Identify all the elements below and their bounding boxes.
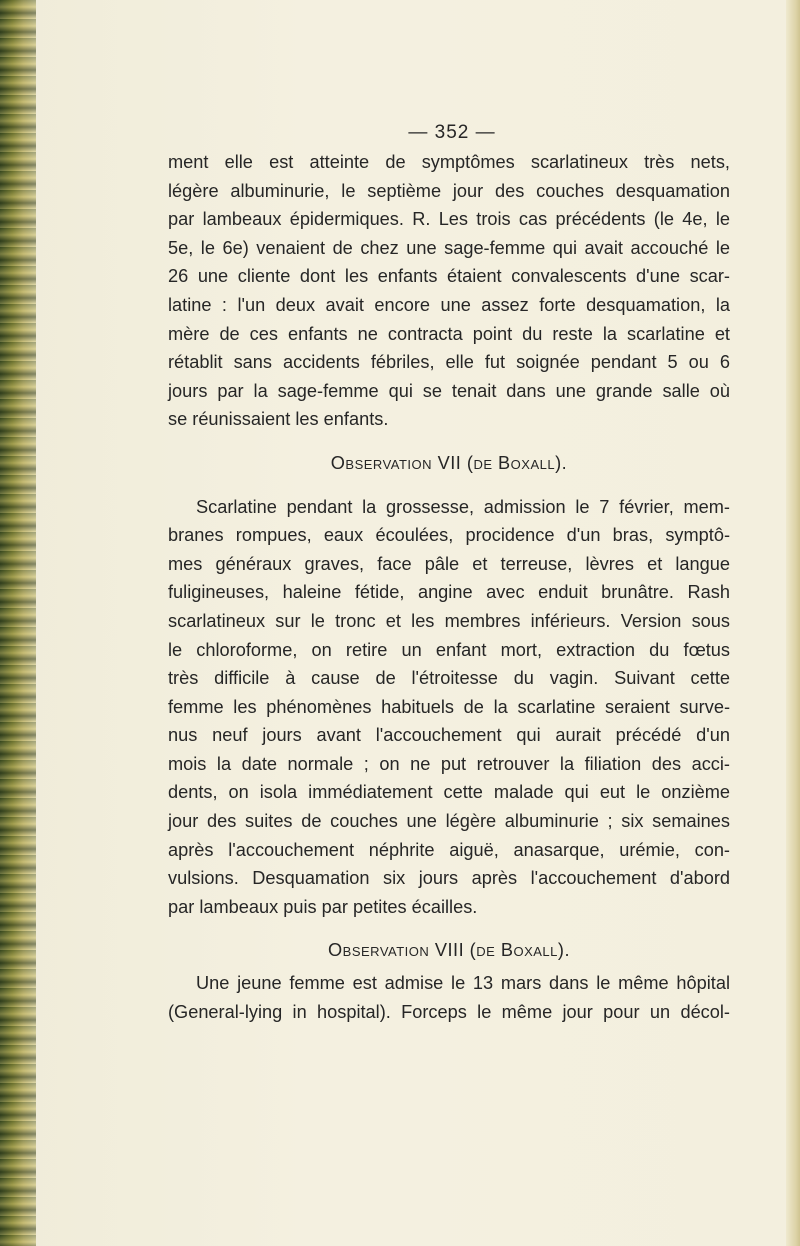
observation-vii-body — [168, 493, 730, 922]
text-line: fuligineuses, haleine fétide, angine avec enduit brunâtre. Rash — [168, 582, 730, 603]
text-line: femme les phénomènes habituels de la scarlatine seraient surve- — [168, 696, 730, 717]
text-line: latine : l'un deux avait encore une assez forte desquamation, la — [168, 294, 730, 315]
text-line: par lambeaux épidermiques. R. Les trois cas précédents (le 4e, le — [168, 209, 730, 230]
text-line: le chloroforme, on retire un enfant mort, extraction du fœtus — [168, 639, 730, 660]
page-right-edge — [786, 0, 800, 1246]
text-line: nus neuf jours avant l'accouchement qui aurait précédé d'un — [168, 725, 730, 746]
book-binding-edge — [0, 0, 36, 1246]
page-text — [168, 118, 730, 1026]
text-line: rétablit sans accidents fébriles, elle fut soignée pendant 5 ou 6 — [168, 352, 730, 373]
text-line: mes généraux graves, face pâle et terreuse, lèvres et langue — [168, 553, 730, 574]
text-line: mois la date normale ; on ne put retrouver la filiation des acci- — [168, 753, 730, 774]
text-line: 26 une cliente dont les enfants étaient convalescents d'une scar- — [168, 266, 730, 287]
text-line: Une jeune femme est admise le 13 mars dans le même hôpital — [196, 973, 730, 994]
text-line: vulsions. Desquamation six jours après l'accouchement d'abord — [168, 868, 730, 889]
text-line: après l'accouchement néphrite aiguë, anasarque, urémie, con- — [168, 839, 730, 860]
text-line: Scarlatine pendant la grossesse, admission le 7 février, mem- — [196, 496, 730, 517]
text-line: légère albuminurie, le septième jour des couches desquamation — [168, 180, 730, 201]
text-line: mère de ces enfants ne contracta point du reste la scarlatine et — [168, 323, 730, 344]
paragraph-continuation — [168, 148, 730, 434]
observation-vii-heading: Observation VII (de Boxall). — [330, 452, 568, 473]
text-line: 5e, le 6e) venaient de chez une sage-femme qui avait accouché le — [168, 237, 730, 258]
observation-viii-body — [168, 969, 730, 1026]
text-line: par lambeaux puis par petites écailles. — [168, 896, 478, 917]
text-line: dents, on isola immédiatement cette malade qui eut le onzième — [168, 782, 730, 803]
text-line: branes rompues, eaux écoulées, procidence d'un bras, symptô- — [168, 525, 730, 546]
page-number: — 352 — — [408, 122, 496, 143]
observation-viii-heading: Observation VIII (de Boxall). — [328, 940, 570, 961]
text-line: ment elle est atteinte de symptômes scarlatineux très nets, — [168, 152, 730, 172]
text-line: (General-lying in hospital). Forceps le même jour pour un décol- — [168, 1001, 730, 1022]
text-line: très difficile à cause de l'étroitesse du vagin. Suivant cette — [168, 668, 730, 689]
text-line: jour des suites de couches une légère albuminurie ; six semaines — [168, 811, 730, 832]
text-line: jours par la sage-femme qui se tenait dans une grande salle où — [168, 380, 730, 401]
text-line: scarlatineux sur le tronc et les membres inférieurs. Version sous — [168, 610, 730, 631]
text-line: se réunissaient les enfants. — [168, 409, 389, 430]
